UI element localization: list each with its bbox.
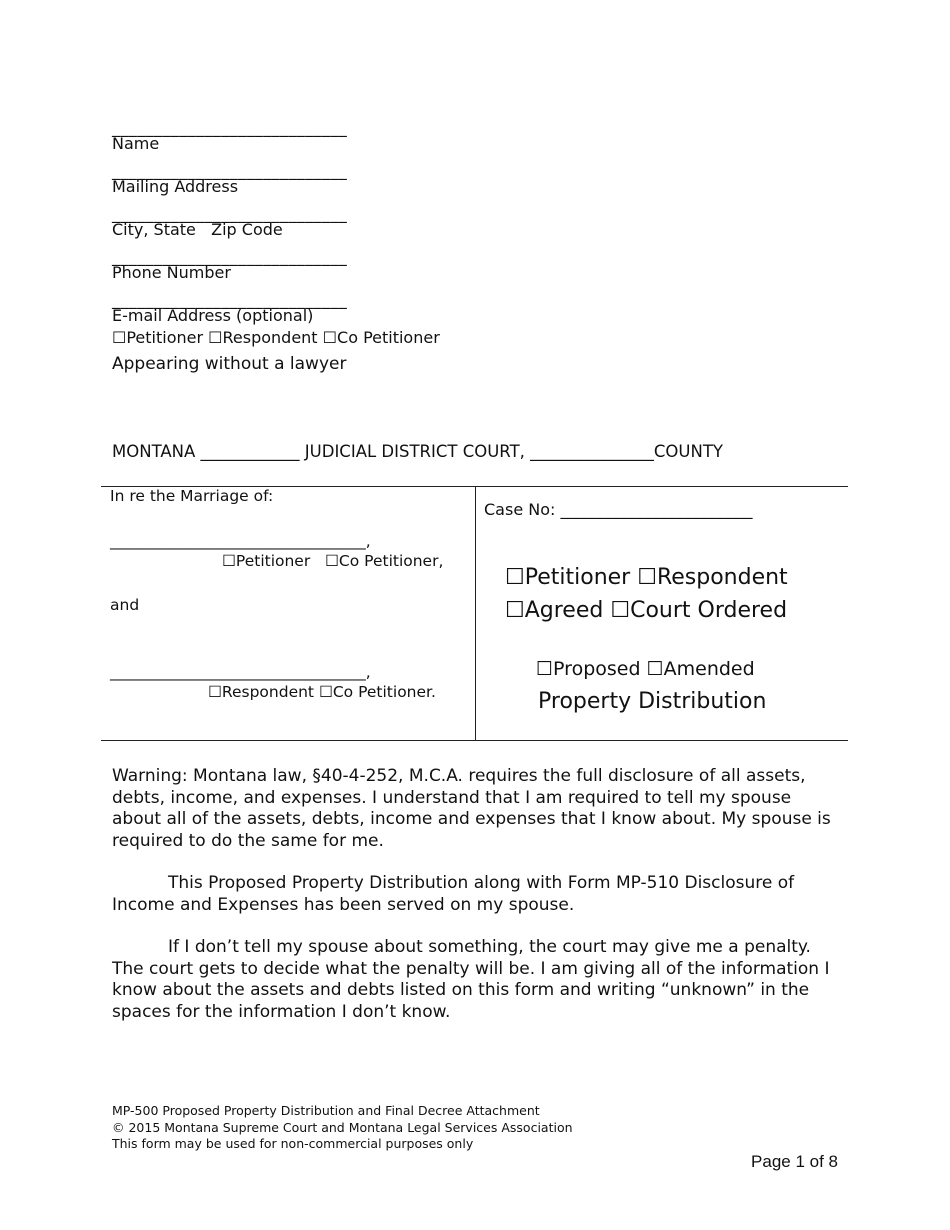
and-label: and [110,596,140,614]
court-line [112,442,723,461]
phone-field[interactable]: ____________________________ [112,247,348,266]
respondent-checkbox[interactable]: ☐Respondent [208,328,318,347]
in-re-marriage-label: In re the Marriage of: [110,487,274,505]
filer-petitioner-checkbox[interactable]: ☐Petitioner [505,565,631,590]
service-paragraph: This Proposed Property Distribution along with Form MP-510 Disclosure of Income and Expenses has been served on my spouse. [112,873,795,915]
filer-role-options [505,565,788,590]
party-1-role-options [222,552,443,570]
party-2-co-petitioner-checkbox[interactable]: ☐Co Petitioner. [318,683,436,701]
party-2-role-options [208,683,436,701]
agreement-type-options [505,598,787,623]
name-field[interactable]: ____________________________ [112,118,348,137]
judicial-district-label: JUDICIAL DISTRICT COURT, [304,442,525,461]
document-title: Property Distribution [538,689,767,714]
city-state-zip-field[interactable]: ____________________________ [112,204,348,223]
party-2-name-field[interactable]: _________________________________, [110,663,371,681]
penalty-paragraph: If I don’t tell my spouse about something, the court may give me a penalty. The court gets to decide what the penalty will be. I am giving all of the information I know about the assets and debts listed on this form and writing “unknown” in the spaces for the information I don’t know. [112,937,830,1022]
page-number: Page 1 of 8 [751,1152,838,1171]
party-2-respondent-checkbox[interactable]: ☐Respondent [208,683,315,701]
city-state-zip-label: City, State Zip Code [112,220,283,239]
county-label: COUNTY [653,442,723,461]
filer-respondent-checkbox[interactable]: ☐Respondent [637,565,788,590]
appearing-without-lawyer: Appearing without a lawyer [112,354,347,374]
case-number-field[interactable]: ________________________ [560,500,753,519]
amended-checkbox[interactable]: ☐Amended [646,658,755,680]
judicial-district-field[interactable]: ____________ [200,442,300,461]
name-label: Name [112,134,160,153]
case-number-label: Case No: [484,500,556,519]
proposed-checkbox[interactable]: ☐Proposed [536,658,641,680]
agreed-checkbox[interactable]: ☐Agreed [505,598,604,623]
document-version-options [536,658,755,680]
party-1-petitioner-checkbox[interactable]: ☐Petitioner [222,552,311,570]
party-role-options [112,328,440,347]
court-ordered-checkbox[interactable]: ☐Court Ordered [610,598,788,623]
mailing-address-label: Mailing Address [112,177,239,196]
party-1-co-petitioner-checkbox[interactable]: ☐Co Petitioner, [325,552,444,570]
phone-label: Phone Number [112,263,231,282]
footer-usage-note: This form may be used for non-commercial purposes only [112,1136,474,1151]
petitioner-checkbox[interactable]: ☐Petitioner [112,328,204,347]
county-field[interactable]: _______________ [530,442,654,461]
email-label: E-mail Address (optional) [112,306,314,325]
footer-copyright: © 2015 Montana Supreme Court and Montana Legal Services Association [112,1120,573,1135]
co-petitioner-checkbox[interactable]: ☐Co Petitioner [322,328,440,347]
caption-divider [475,486,476,741]
case-number [484,500,752,519]
footer-form-title: MP-500 Proposed Property Distribution and Final Decree Attachment [112,1103,540,1118]
warning-paragraph: Warning: Montana law, §40-4-252, M.C.A. requires the full disclosure of all assets, debts, income, and expenses. I understand that I am required to tell my spouse about all of the assets, debts, income and expenses that I know about. My spouse is required to do the same for me. [112,766,831,851]
party-1-name-field[interactable]: _________________________________, [110,532,371,550]
montana-label: MONTANA [112,442,196,461]
email-field[interactable]: ____________________________ [112,290,348,309]
mailing-address-field[interactable]: ____________________________ [112,161,348,180]
